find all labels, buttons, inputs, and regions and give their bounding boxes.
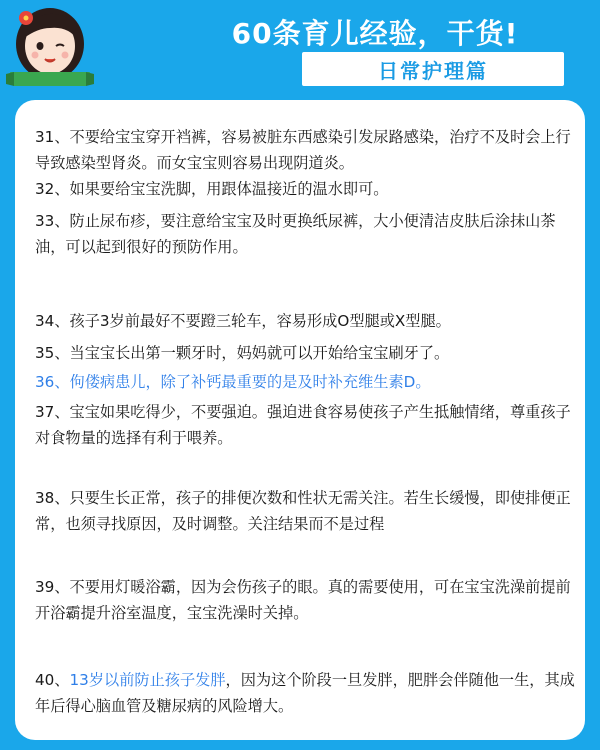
list-item-40-prefix: 40、 bbox=[35, 671, 70, 689]
list-item-34: 34、孩子3岁前最好不要蹬三轮车，容易形成O型腿或X型腿。 bbox=[35, 312, 451, 330]
content-card bbox=[15, 100, 585, 740]
list-item-31: 31、不要给宝宝穿开裆裤，容易被脏东西感染引发尿路感染，治疗不及时会上行导致感染型肾炎。而女宝宝则容易出现阴道炎。 bbox=[35, 128, 571, 172]
header bbox=[0, 0, 600, 100]
list-item-40 bbox=[35, 667, 580, 719]
list-item-39: 39、不要用灯暖浴霸，因为会伤孩子的眼。真的需要使用，可在宝宝洗澡前提前开浴霸提升浴室温度，宝宝洗澡时关掉。 bbox=[35, 578, 571, 622]
list-item-36: 36、佝偻病患儿，除了补钙最重要的是及时补充维生素D。 bbox=[35, 373, 431, 391]
subtitle-badge bbox=[302, 52, 564, 86]
list-item-37: 37、宝宝如果吃得少，不要强迫。强迫进食容易使孩子产生抵触情绪，尊重孩子对食物量的选择有利于喂养。 bbox=[35, 403, 571, 447]
list-item-40-rest: ，因为这个阶段一旦发胖，肥胖会伴随他一生，其成年后得心脑血管及糖尿病的风险增大。 bbox=[35, 671, 575, 715]
page-title: 60条育儿经验，干货! bbox=[231, 17, 519, 50]
list-item-35: 35、当宝宝长出第一颗牙时，妈妈就可以开始给宝宝刷牙了。 bbox=[35, 344, 450, 362]
list-item-40-highlight: 13岁以前防止孩子发胖 bbox=[69, 671, 226, 689]
subtitle: 日常护理篇 bbox=[378, 58, 488, 83]
list-item-38: 38、只要生长正常，孩子的排便次数和性状无需关注。若生长缓慢，即使排便正常，也须寻找原因，及时调整。关注结果而不是过程 bbox=[35, 489, 571, 533]
list-item-33: 33、防止尿布疹，要注意给宝宝及时更换纸尿裤，大小便清洁皮肤后涂抹山茶油，可以起到很好的预防作用。 bbox=[35, 212, 556, 256]
list-item-32: 32、如果要给宝宝洗脚，用跟体温接近的温水即可。 bbox=[35, 180, 389, 198]
